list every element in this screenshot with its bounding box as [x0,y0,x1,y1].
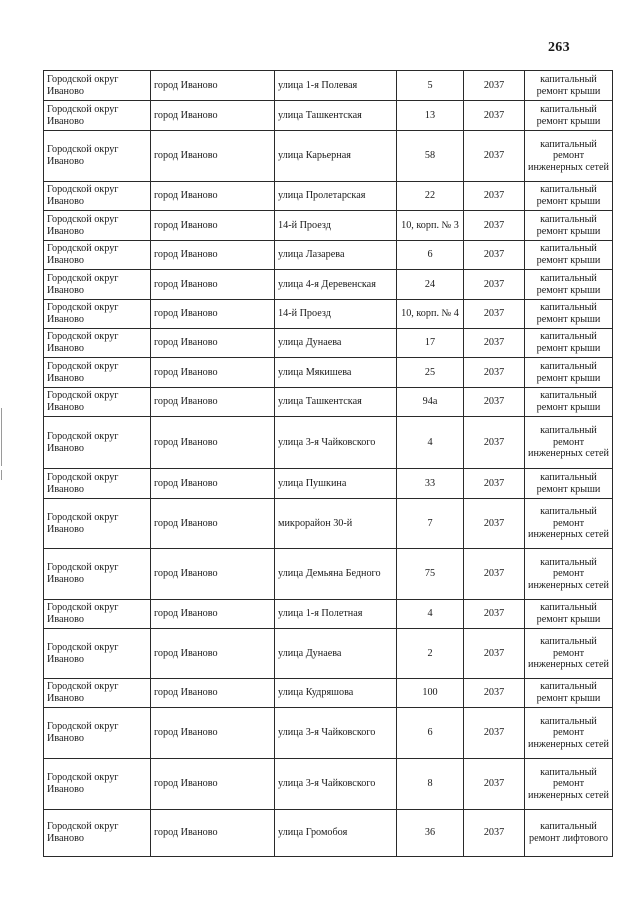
year-cell: 2037 [464,499,525,549]
house-number-cell: 33 [397,469,464,499]
street-cell: улица Ташкентская [275,388,397,417]
municipality-cell: Городской округ Иваново [44,679,151,708]
settlement-cell: город Иваново [151,388,275,417]
year-cell: 2037 [464,241,525,270]
year-cell: 2037 [464,329,525,358]
street-cell: микрорайон 30-й [275,499,397,549]
municipality-cell: Городской округ Иваново [44,708,151,759]
table-row [44,211,613,241]
municipality-cell: Городской округ Иваново [44,810,151,857]
house-number-cell: 58 [397,131,464,182]
table-row [44,182,613,211]
street-cell: улица Карьерная [275,131,397,182]
house-number-cell: 8 [397,759,464,810]
table-row [44,388,613,417]
house-number-cell: 94а [397,388,464,417]
year-cell: 2037 [464,469,525,499]
table-row [44,549,613,600]
municipality-cell: Городской округ Иваново [44,211,151,241]
work-type-cell: капитальный ремонт инженерных сетей [525,417,613,469]
table-row [44,759,613,810]
house-number-cell: 17 [397,329,464,358]
house-number-cell: 2 [397,629,464,679]
house-number-cell: 36 [397,810,464,857]
street-cell: улица 1-я Полевая [275,71,397,101]
settlement-cell: город Иваново [151,499,275,549]
table-row [44,241,613,270]
street-cell: улица Пролетарская [275,182,397,211]
year-cell: 2037 [464,358,525,388]
municipality-cell: Городской округ Иваново [44,469,151,499]
work-type-cell: капитальный ремонт крыши [525,71,613,101]
year-cell: 2037 [464,182,525,211]
table-row [44,329,613,358]
municipality-cell: Городской округ Иваново [44,417,151,469]
street-cell: улица Демьяна Бедного [275,549,397,600]
street-cell: улица 1-я Полетная [275,600,397,629]
work-type-cell: капитальный ремонт крыши [525,679,613,708]
municipality-cell: Городской округ Иваново [44,329,151,358]
year-cell: 2037 [464,270,525,300]
municipality-cell: Городской округ Иваново [44,71,151,101]
settlement-cell: город Иваново [151,679,275,708]
table-row [44,600,613,629]
house-number-cell: 75 [397,549,464,600]
street-cell: улица Дунаева [275,629,397,679]
house-number-cell: 13 [397,101,464,131]
municipality-cell: Городской округ Иваново [44,241,151,270]
year-cell: 2037 [464,71,525,101]
work-type-cell: капитальный ремонт инженерных сетей [525,131,613,182]
table-row [44,358,613,388]
table-row [44,679,613,708]
work-type-cell: капитальный ремонт крыши [525,270,613,300]
settlement-cell: город Иваново [151,600,275,629]
settlement-cell: город Иваново [151,241,275,270]
street-cell: 14-й Проезд [275,211,397,241]
street-cell: улица Пушкина [275,469,397,499]
work-type-cell: капитальный ремонт крыши [525,600,613,629]
work-type-cell: капитальный ремонт инженерных сетей [525,759,613,810]
house-number-cell: 4 [397,600,464,629]
work-type-cell: капитальный ремонт крыши [525,300,613,329]
street-cell: 14-й Проезд [275,300,397,329]
municipality-cell: Городской округ Иваново [44,629,151,679]
year-cell: 2037 [464,810,525,857]
work-type-cell: капитальный ремонт инженерных сетей [525,499,613,549]
municipality-cell: Городской округ Иваново [44,600,151,629]
municipality-cell: Городской округ Иваново [44,131,151,182]
table-row [44,270,613,300]
house-number-cell: 4 [397,417,464,469]
work-type-cell: капитальный ремонт крыши [525,211,613,241]
year-cell: 2037 [464,417,525,469]
scan-margin-mark [1,470,2,480]
street-cell: улица Громобоя [275,810,397,857]
house-number-cell: 100 [397,679,464,708]
work-type-cell: капитальный ремонт крыши [525,469,613,499]
house-number-cell: 7 [397,499,464,549]
table-row [44,131,613,182]
house-number-cell: 5 [397,71,464,101]
scan-margin-mark [1,408,2,466]
work-type-cell: капитальный ремонт крыши [525,329,613,358]
street-cell: улица 3-я Чайковского [275,708,397,759]
table-row [44,101,613,131]
house-number-cell: 24 [397,270,464,300]
table-row [44,708,613,759]
municipality-cell: Городской округ Иваново [44,759,151,810]
settlement-cell: город Иваново [151,182,275,211]
street-cell: улица Кудряшова [275,679,397,708]
settlement-cell: город Иваново [151,810,275,857]
settlement-cell: город Иваново [151,629,275,679]
table-row [44,810,613,857]
work-type-cell: капитальный ремонт крыши [525,388,613,417]
year-cell: 2037 [464,388,525,417]
year-cell: 2037 [464,211,525,241]
work-type-cell: капитальный ремонт крыши [525,358,613,388]
year-cell: 2037 [464,708,525,759]
municipality-cell: Городской округ Иваново [44,300,151,329]
settlement-cell: город Иваново [151,549,275,600]
street-cell: улица Дунаева [275,329,397,358]
settlement-cell: город Иваново [151,469,275,499]
settlement-cell: город Иваново [151,211,275,241]
year-cell: 2037 [464,131,525,182]
work-type-cell: капитальный ремонт крыши [525,101,613,131]
settlement-cell: город Иваново [151,131,275,182]
work-type-cell: капитальный ремонт крыши [525,241,613,270]
settlement-cell: город Иваново [151,358,275,388]
street-cell: улица 3-я Чайковского [275,417,397,469]
table-row [44,417,613,469]
year-cell: 2037 [464,549,525,600]
municipality-cell: Городской округ Иваново [44,499,151,549]
year-cell: 2037 [464,759,525,810]
work-type-cell: капитальный ремонт лифтового [525,810,613,857]
table-row [44,499,613,549]
year-cell: 2037 [464,101,525,131]
settlement-cell: город Иваново [151,708,275,759]
house-number-cell: 10, корп. № 3 [397,211,464,241]
settlement-cell: город Иваново [151,270,275,300]
settlement-cell: город Иваново [151,300,275,329]
municipality-cell: Городской округ Иваново [44,270,151,300]
municipality-cell: Городской округ Иваново [44,101,151,131]
municipality-cell: Городской округ Иваново [44,182,151,211]
settlement-cell: город Иваново [151,101,275,131]
settlement-cell: город Иваново [151,759,275,810]
work-type-cell: капитальный ремонт крыши [525,182,613,211]
work-type-cell: капитальный ремонт инженерных сетей [525,708,613,759]
year-cell: 2037 [464,600,525,629]
house-number-cell: 25 [397,358,464,388]
house-number-cell: 10, корп. № 4 [397,300,464,329]
municipality-cell: Городской округ Иваново [44,358,151,388]
work-type-cell: капитальный ремонт инженерных сетей [525,549,613,600]
street-cell: улица Ташкентская [275,101,397,131]
street-cell: улица 4-я Деревенская [275,270,397,300]
page-number: 263 [548,40,570,55]
year-cell: 2037 [464,679,525,708]
municipality-cell: Городской округ Иваново [44,549,151,600]
table-body [44,71,613,857]
house-number-cell: 6 [397,708,464,759]
settlement-cell: город Иваново [151,329,275,358]
settlement-cell: город Иваново [151,417,275,469]
repair-schedule-table [43,70,613,857]
table-row [44,300,613,329]
work-type-cell: капитальный ремонт инженерных сетей [525,629,613,679]
year-cell: 2037 [464,629,525,679]
table-row [44,469,613,499]
settlement-cell: город Иваново [151,71,275,101]
house-number-cell: 22 [397,182,464,211]
table-row [44,629,613,679]
street-cell: улица Мякишева [275,358,397,388]
street-cell: улица Лазарева [275,241,397,270]
year-cell: 2037 [464,300,525,329]
house-number-cell: 6 [397,241,464,270]
street-cell: улица 3-я Чайковского [275,759,397,810]
table-row [44,71,613,101]
municipality-cell: Городской округ Иваново [44,388,151,417]
